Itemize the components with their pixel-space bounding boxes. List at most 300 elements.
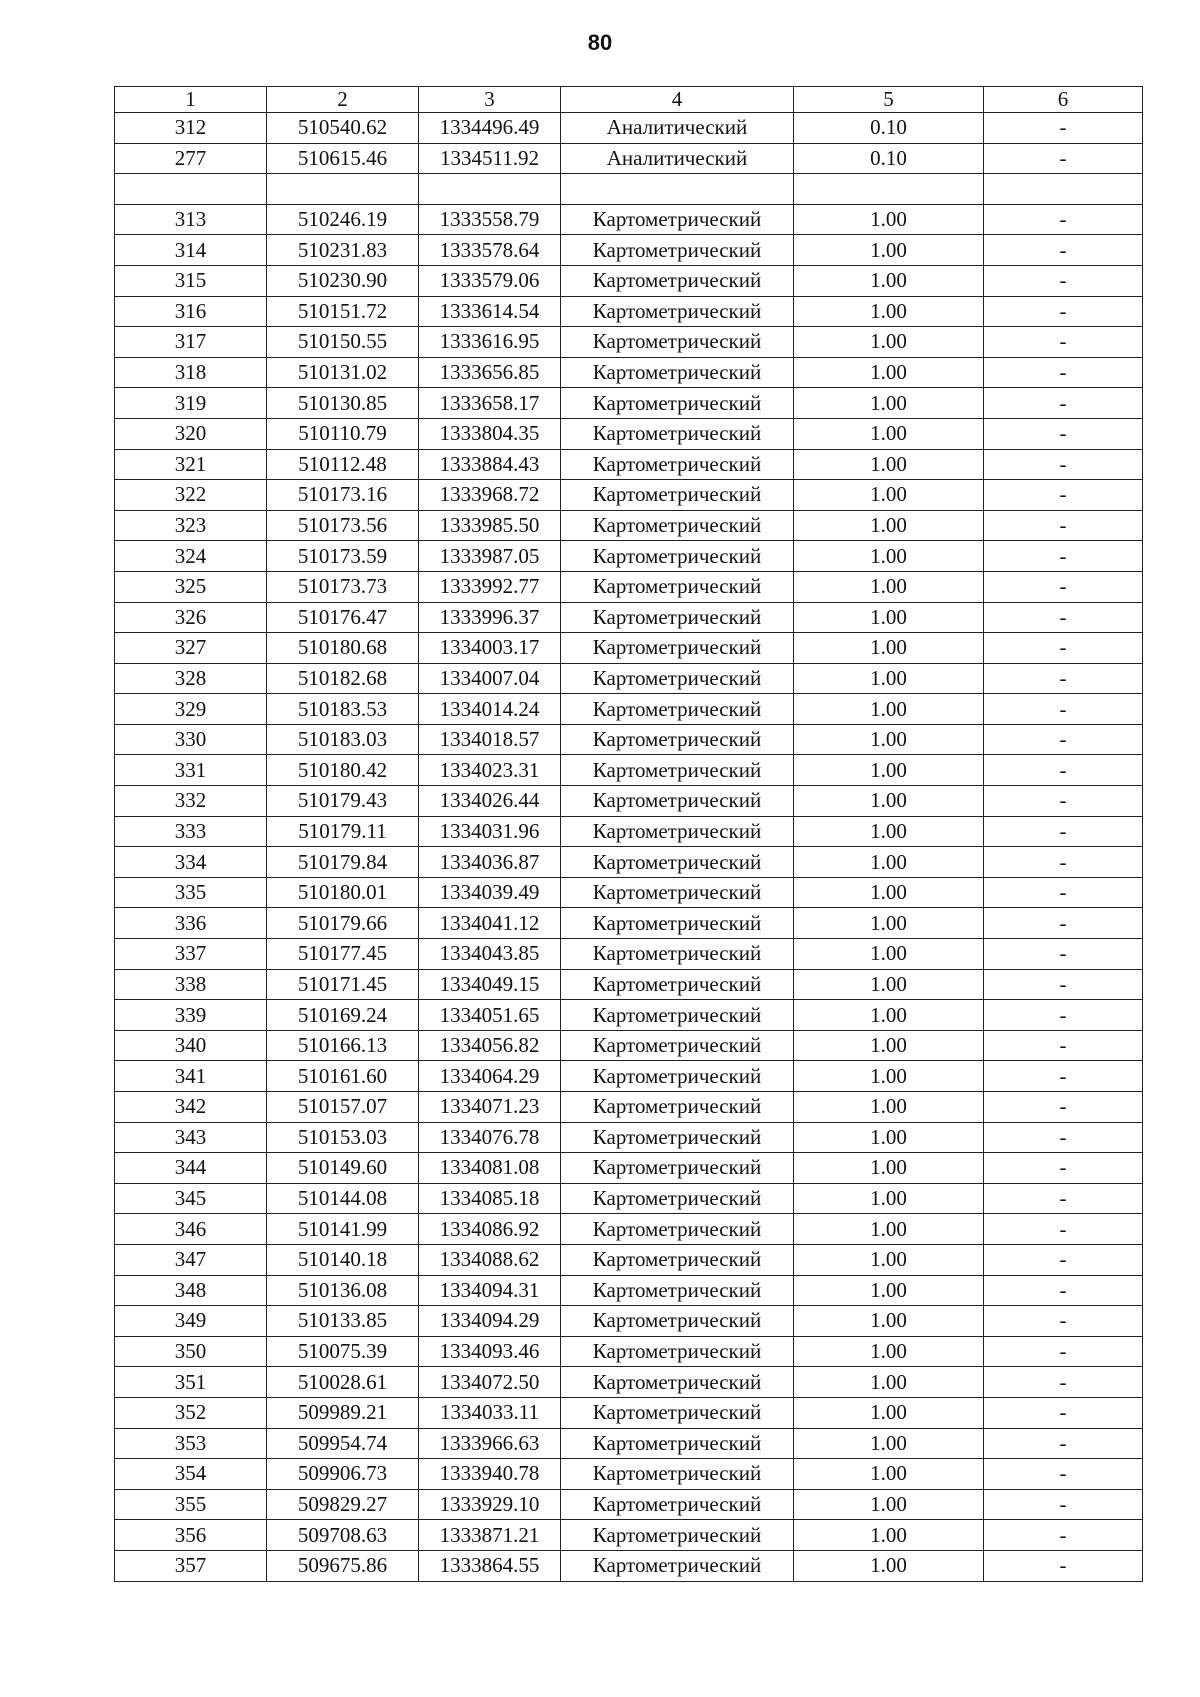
point-number-cell: 348: [115, 1275, 267, 1306]
x-coordinate-cell: 509708.63: [267, 1520, 419, 1551]
note-cell: -: [984, 1092, 1143, 1123]
accuracy-cell: 1.00: [794, 1244, 984, 1275]
accuracy-cell: 1.00: [794, 1489, 984, 1520]
note-cell: -: [984, 1306, 1143, 1337]
table-row: [115, 1550, 1143, 1581]
table-row: [115, 1153, 1143, 1184]
x-coordinate-cell: 510231.83: [267, 235, 419, 266]
accuracy-cell: 1.00: [794, 541, 984, 572]
note-cell: -: [984, 235, 1143, 266]
header-cell-4: 4: [561, 87, 794, 113]
table-row: [115, 939, 1143, 970]
method-cell: Картометрический: [561, 847, 794, 878]
accuracy-cell: 1.00: [794, 1275, 984, 1306]
y-coordinate-cell: 1334051.65: [419, 1000, 561, 1031]
note-cell: -: [984, 388, 1143, 419]
accuracy-cell: 1.00: [794, 663, 984, 694]
y-coordinate-cell: 1333658.17: [419, 388, 561, 419]
method-cell: Картометрический: [561, 1122, 794, 1153]
point-number-cell: 338: [115, 969, 267, 1000]
note-cell: -: [984, 1214, 1143, 1245]
accuracy-cell: 1.00: [794, 449, 984, 480]
y-coordinate-cell: 1333985.50: [419, 510, 561, 541]
method-cell: Картометрический: [561, 1214, 794, 1245]
table-row: [115, 204, 1143, 235]
y-coordinate-cell: 1334018.57: [419, 724, 561, 755]
accuracy-cell: 1.00: [794, 571, 984, 602]
y-coordinate-cell: 1334043.85: [419, 939, 561, 970]
point-number-cell: 331: [115, 755, 267, 786]
method-cell: Картометрический: [561, 1397, 794, 1428]
x-coordinate-cell: 510180.68: [267, 633, 419, 664]
table-row: [115, 877, 1143, 908]
x-coordinate-cell: 510615.46: [267, 143, 419, 174]
accuracy-cell: 1.00: [794, 265, 984, 296]
coordinates-table: [114, 86, 1143, 1582]
point-number-cell: 346: [115, 1214, 267, 1245]
x-coordinate-cell: 510171.45: [267, 969, 419, 1000]
table-row: [115, 602, 1143, 633]
note-cell: -: [984, 510, 1143, 541]
accuracy-cell: 1.00: [794, 204, 984, 235]
x-coordinate-cell: 510028.61: [267, 1367, 419, 1398]
x-coordinate-cell: 510182.68: [267, 663, 419, 694]
note-cell: -: [984, 663, 1143, 694]
x-coordinate-cell: 510183.53: [267, 694, 419, 725]
header-cell-2: 2: [267, 87, 419, 113]
note-cell: -: [984, 1275, 1143, 1306]
table-row: [115, 357, 1143, 388]
note-cell: -: [984, 724, 1143, 755]
point-number-cell: 320: [115, 418, 267, 449]
table-row: [115, 663, 1143, 694]
table-row: [115, 296, 1143, 327]
x-coordinate-cell: 510131.02: [267, 357, 419, 388]
header-cell-6: 6: [984, 87, 1143, 113]
note-cell: -: [984, 143, 1143, 174]
header-cell-1: 1: [115, 87, 267, 113]
x-coordinate-cell: 510173.59: [267, 541, 419, 572]
table-row: [115, 816, 1143, 847]
x-coordinate-cell: 510180.42: [267, 755, 419, 786]
point-number-cell: 317: [115, 327, 267, 358]
accuracy-cell: [794, 174, 984, 205]
point-number-cell: 333: [115, 816, 267, 847]
point-number-cell: 347: [115, 1244, 267, 1275]
x-coordinate-cell: 510140.18: [267, 1244, 419, 1275]
point-number-cell: 335: [115, 877, 267, 908]
method-cell: Картометрический: [561, 327, 794, 358]
x-coordinate-cell: 510173.16: [267, 480, 419, 511]
y-coordinate-cell: 1334003.17: [419, 633, 561, 664]
note-cell: -: [984, 939, 1143, 970]
method-cell: Картометрический: [561, 571, 794, 602]
x-coordinate-cell: 510173.56: [267, 510, 419, 541]
table-row: [115, 265, 1143, 296]
point-number-cell: 355: [115, 1489, 267, 1520]
x-coordinate-cell: 510540.62: [267, 113, 419, 144]
method-cell: [561, 174, 794, 205]
table-row: [115, 418, 1143, 449]
y-coordinate-cell: 1334085.18: [419, 1183, 561, 1214]
note-cell: -: [984, 1489, 1143, 1520]
accuracy-cell: 1.00: [794, 1459, 984, 1490]
table-row: [115, 174, 1143, 205]
point-number-cell: [115, 174, 267, 205]
note-cell: -: [984, 418, 1143, 449]
y-coordinate-cell: 1334094.31: [419, 1275, 561, 1306]
point-number-cell: 350: [115, 1336, 267, 1367]
accuracy-cell: 1.00: [794, 1214, 984, 1245]
method-cell: Картометрический: [561, 1550, 794, 1581]
x-coordinate-cell: 510133.85: [267, 1306, 419, 1337]
y-coordinate-cell: 1334094.29: [419, 1306, 561, 1337]
method-cell: Картометрический: [561, 204, 794, 235]
accuracy-cell: 0.10: [794, 113, 984, 144]
accuracy-cell: 1.00: [794, 510, 984, 541]
method-cell: Картометрический: [561, 724, 794, 755]
table-row: [115, 633, 1143, 664]
y-coordinate-cell: 1334088.62: [419, 1244, 561, 1275]
y-coordinate-cell: 1334072.50: [419, 1367, 561, 1398]
x-coordinate-cell: 510180.01: [267, 877, 419, 908]
method-cell: Картометрический: [561, 939, 794, 970]
y-coordinate-cell: 1333558.79: [419, 204, 561, 235]
accuracy-cell: 1.00: [794, 939, 984, 970]
point-number-cell: 352: [115, 1397, 267, 1428]
x-coordinate-cell: 510112.48: [267, 449, 419, 480]
table-row: [115, 908, 1143, 939]
accuracy-cell: 1.00: [794, 388, 984, 419]
table-row: [115, 1367, 1143, 1398]
accuracy-cell: 1.00: [794, 1030, 984, 1061]
table-row: [115, 1030, 1143, 1061]
method-cell: Картометрический: [561, 510, 794, 541]
accuracy-cell: 1.00: [794, 1306, 984, 1337]
note-cell: -: [984, 265, 1143, 296]
x-coordinate-cell: 510230.90: [267, 265, 419, 296]
point-number-cell: 330: [115, 724, 267, 755]
x-coordinate-cell: 510179.84: [267, 847, 419, 878]
method-cell: Картометрический: [561, 1306, 794, 1337]
method-cell: Картометрический: [561, 877, 794, 908]
point-number-cell: 329: [115, 694, 267, 725]
accuracy-cell: 1.00: [794, 327, 984, 358]
table-row: [115, 1183, 1143, 1214]
point-number-cell: 349: [115, 1306, 267, 1337]
accuracy-cell: 1.00: [794, 1397, 984, 1428]
accuracy-cell: 1.00: [794, 1122, 984, 1153]
x-coordinate-cell: 510157.07: [267, 1092, 419, 1123]
y-coordinate-cell: 1334086.92: [419, 1214, 561, 1245]
point-number-cell: 354: [115, 1459, 267, 1490]
y-coordinate-cell: 1333579.06: [419, 265, 561, 296]
accuracy-cell: 1.00: [794, 418, 984, 449]
note-cell: -: [984, 113, 1143, 144]
note-cell: -: [984, 1397, 1143, 1428]
point-number-cell: 319: [115, 388, 267, 419]
table-row: [115, 113, 1143, 144]
method-cell: Картометрический: [561, 235, 794, 266]
point-number-cell: 337: [115, 939, 267, 970]
note-cell: -: [984, 1367, 1143, 1398]
accuracy-cell: 1.00: [794, 602, 984, 633]
accuracy-cell: 1.00: [794, 480, 984, 511]
accuracy-cell: 1.00: [794, 1153, 984, 1184]
method-cell: Аналитический: [561, 143, 794, 174]
x-coordinate-cell: 510161.60: [267, 1061, 419, 1092]
y-coordinate-cell: 1334071.23: [419, 1092, 561, 1123]
accuracy-cell: 1.00: [794, 786, 984, 817]
x-coordinate-cell: 510246.19: [267, 204, 419, 235]
table-row: [115, 1244, 1143, 1275]
method-cell: Картометрический: [561, 663, 794, 694]
point-number-cell: 321: [115, 449, 267, 480]
x-coordinate-cell: 510176.47: [267, 602, 419, 633]
y-coordinate-cell: 1333864.55: [419, 1550, 561, 1581]
table-row: [115, 510, 1143, 541]
y-coordinate-cell: 1333940.78: [419, 1459, 561, 1490]
method-cell: Картометрический: [561, 1367, 794, 1398]
note-cell: -: [984, 480, 1143, 511]
note-cell: -: [984, 296, 1143, 327]
point-number-cell: 344: [115, 1153, 267, 1184]
accuracy-cell: 1.00: [794, 969, 984, 1000]
method-cell: Картометрический: [561, 1428, 794, 1459]
y-coordinate-cell: [419, 174, 561, 205]
point-number-cell: 315: [115, 265, 267, 296]
table-header-row: [115, 87, 1143, 113]
table-row: [115, 1306, 1143, 1337]
accuracy-cell: 1.00: [794, 1428, 984, 1459]
point-number-cell: 334: [115, 847, 267, 878]
method-cell: Картометрический: [561, 1030, 794, 1061]
note-cell: -: [984, 877, 1143, 908]
x-coordinate-cell: 510179.66: [267, 908, 419, 939]
y-coordinate-cell: 1334496.49: [419, 113, 561, 144]
note-cell: -: [984, 969, 1143, 1000]
method-cell: Картометрический: [561, 694, 794, 725]
point-number-cell: 313: [115, 204, 267, 235]
point-number-cell: 318: [115, 357, 267, 388]
accuracy-cell: 1.00: [794, 235, 984, 266]
note-cell: -: [984, 1153, 1143, 1184]
note-cell: -: [984, 1183, 1143, 1214]
accuracy-cell: 1.00: [794, 1061, 984, 1092]
y-coordinate-cell: 1333614.54: [419, 296, 561, 327]
table-row: [115, 388, 1143, 419]
y-coordinate-cell: 1333929.10: [419, 1489, 561, 1520]
note-cell: -: [984, 1459, 1143, 1490]
point-number-cell: 322: [115, 480, 267, 511]
note-cell: -: [984, 541, 1143, 572]
y-coordinate-cell: 1334081.08: [419, 1153, 561, 1184]
y-coordinate-cell: 1334064.29: [419, 1061, 561, 1092]
method-cell: Картометрический: [561, 265, 794, 296]
table-row: [115, 1214, 1143, 1245]
x-coordinate-cell: 510177.45: [267, 939, 419, 970]
table-row: [115, 1000, 1143, 1031]
x-coordinate-cell: 509829.27: [267, 1489, 419, 1520]
point-number-cell: 336: [115, 908, 267, 939]
x-coordinate-cell: 510130.85: [267, 388, 419, 419]
y-coordinate-cell: 1334031.96: [419, 816, 561, 847]
table-row: [115, 1122, 1143, 1153]
accuracy-cell: 1.00: [794, 1183, 984, 1214]
table-row: [115, 1397, 1143, 1428]
page-number: 80: [587, 30, 613, 55]
point-number-cell: 327: [115, 633, 267, 664]
accuracy-cell: 1.00: [794, 1520, 984, 1551]
x-coordinate-cell: 510151.72: [267, 296, 419, 327]
y-coordinate-cell: 1334056.82: [419, 1030, 561, 1061]
point-number-cell: 356: [115, 1520, 267, 1551]
method-cell: Картометрический: [561, 816, 794, 847]
x-coordinate-cell: 510141.99: [267, 1214, 419, 1245]
table-row: [115, 1336, 1143, 1367]
y-coordinate-cell: 1334041.12: [419, 908, 561, 939]
y-coordinate-cell: 1333996.37: [419, 602, 561, 633]
y-coordinate-cell: 1333616.95: [419, 327, 561, 358]
x-coordinate-cell: 510179.43: [267, 786, 419, 817]
accuracy-cell: 1.00: [794, 633, 984, 664]
method-cell: Картометрический: [561, 1092, 794, 1123]
y-coordinate-cell: 1333871.21: [419, 1520, 561, 1551]
accuracy-cell: 1.00: [794, 1367, 984, 1398]
point-number-cell: 325: [115, 571, 267, 602]
method-cell: Картометрический: [561, 1275, 794, 1306]
method-cell: Картометрический: [561, 388, 794, 419]
point-number-cell: 324: [115, 541, 267, 572]
table-row: [115, 1489, 1143, 1520]
method-cell: Картометрический: [561, 480, 794, 511]
note-cell: -: [984, 204, 1143, 235]
table-row: [115, 1061, 1143, 1092]
x-coordinate-cell: 509954.74: [267, 1428, 419, 1459]
accuracy-cell: 1.00: [794, 1092, 984, 1123]
table-row: [115, 235, 1143, 266]
y-coordinate-cell: 1333966.63: [419, 1428, 561, 1459]
point-number-cell: 342: [115, 1092, 267, 1123]
x-coordinate-cell: 510136.08: [267, 1275, 419, 1306]
table-row: [115, 1428, 1143, 1459]
note-cell: -: [984, 816, 1143, 847]
y-coordinate-cell: 1333656.85: [419, 357, 561, 388]
accuracy-cell: 1.00: [794, 296, 984, 327]
method-cell: Картометрический: [561, 755, 794, 786]
method-cell: Картометрический: [561, 418, 794, 449]
method-cell: Картометрический: [561, 1061, 794, 1092]
point-number-cell: 343: [115, 1122, 267, 1153]
accuracy-cell: 0.10: [794, 143, 984, 174]
method-cell: Картометрический: [561, 786, 794, 817]
point-number-cell: 353: [115, 1428, 267, 1459]
table-row: [115, 327, 1143, 358]
point-number-cell: 341: [115, 1061, 267, 1092]
note-cell: -: [984, 357, 1143, 388]
y-coordinate-cell: 1334014.24: [419, 694, 561, 725]
point-number-cell: 345: [115, 1183, 267, 1214]
method-cell: Картометрический: [561, 1336, 794, 1367]
y-coordinate-cell: 1334033.11: [419, 1397, 561, 1428]
x-coordinate-cell: 510153.03: [267, 1122, 419, 1153]
method-cell: Картометрический: [561, 449, 794, 480]
point-number-cell: 340: [115, 1030, 267, 1061]
accuracy-cell: 1.00: [794, 847, 984, 878]
method-cell: Картометрический: [561, 633, 794, 664]
accuracy-cell: 1.00: [794, 694, 984, 725]
note-cell: -: [984, 1061, 1143, 1092]
note-cell: -: [984, 633, 1143, 664]
accuracy-cell: 1.00: [794, 1550, 984, 1581]
header-cell-3: 3: [419, 87, 561, 113]
method-cell: Картометрический: [561, 1153, 794, 1184]
point-number-cell: 357: [115, 1550, 267, 1581]
note-cell: -: [984, 694, 1143, 725]
y-coordinate-cell: 1333987.05: [419, 541, 561, 572]
table-row: [115, 1092, 1143, 1123]
method-cell: Картометрический: [561, 541, 794, 572]
method-cell: Картометрический: [561, 357, 794, 388]
note-cell: -: [984, 571, 1143, 602]
table-row: [115, 1275, 1143, 1306]
x-coordinate-cell: 510110.79: [267, 418, 419, 449]
note-cell: -: [984, 1520, 1143, 1551]
point-number-cell: 351: [115, 1367, 267, 1398]
y-coordinate-cell: 1334023.31: [419, 755, 561, 786]
method-cell: Аналитический: [561, 113, 794, 144]
table-row: [115, 571, 1143, 602]
x-coordinate-cell: 510150.55: [267, 327, 419, 358]
y-coordinate-cell: 1333992.77: [419, 571, 561, 602]
y-coordinate-cell: 1334049.15: [419, 969, 561, 1000]
x-coordinate-cell: 510075.39: [267, 1336, 419, 1367]
note-cell: [984, 174, 1143, 205]
point-number-cell: 316: [115, 296, 267, 327]
point-number-cell: 323: [115, 510, 267, 541]
note-cell: -: [984, 1030, 1143, 1061]
note-cell: -: [984, 908, 1143, 939]
method-cell: Картометрический: [561, 1183, 794, 1214]
note-cell: -: [984, 1550, 1143, 1581]
y-coordinate-cell: 1333968.72: [419, 480, 561, 511]
x-coordinate-cell: 510173.73: [267, 571, 419, 602]
table-row: [115, 755, 1143, 786]
x-coordinate-cell: 510149.60: [267, 1153, 419, 1184]
y-coordinate-cell: 1333884.43: [419, 449, 561, 480]
table-row: [115, 786, 1143, 817]
accuracy-cell: 1.00: [794, 877, 984, 908]
table-row: [115, 449, 1143, 480]
table-row: [115, 724, 1143, 755]
accuracy-cell: 1.00: [794, 816, 984, 847]
x-coordinate-cell: 509906.73: [267, 1459, 419, 1490]
method-cell: Картометрический: [561, 1244, 794, 1275]
method-cell: Картометрический: [561, 1459, 794, 1490]
method-cell: Картометрический: [561, 602, 794, 633]
table-row: [115, 480, 1143, 511]
x-coordinate-cell: 510183.03: [267, 724, 419, 755]
x-coordinate-cell: 510169.24: [267, 1000, 419, 1031]
y-coordinate-cell: 1333578.64: [419, 235, 561, 266]
table-row: [115, 969, 1143, 1000]
point-number-cell: 312: [115, 113, 267, 144]
note-cell: -: [984, 786, 1143, 817]
y-coordinate-cell: 1333804.35: [419, 418, 561, 449]
y-coordinate-cell: 1334026.44: [419, 786, 561, 817]
y-coordinate-cell: 1334039.49: [419, 877, 561, 908]
point-number-cell: 314: [115, 235, 267, 266]
